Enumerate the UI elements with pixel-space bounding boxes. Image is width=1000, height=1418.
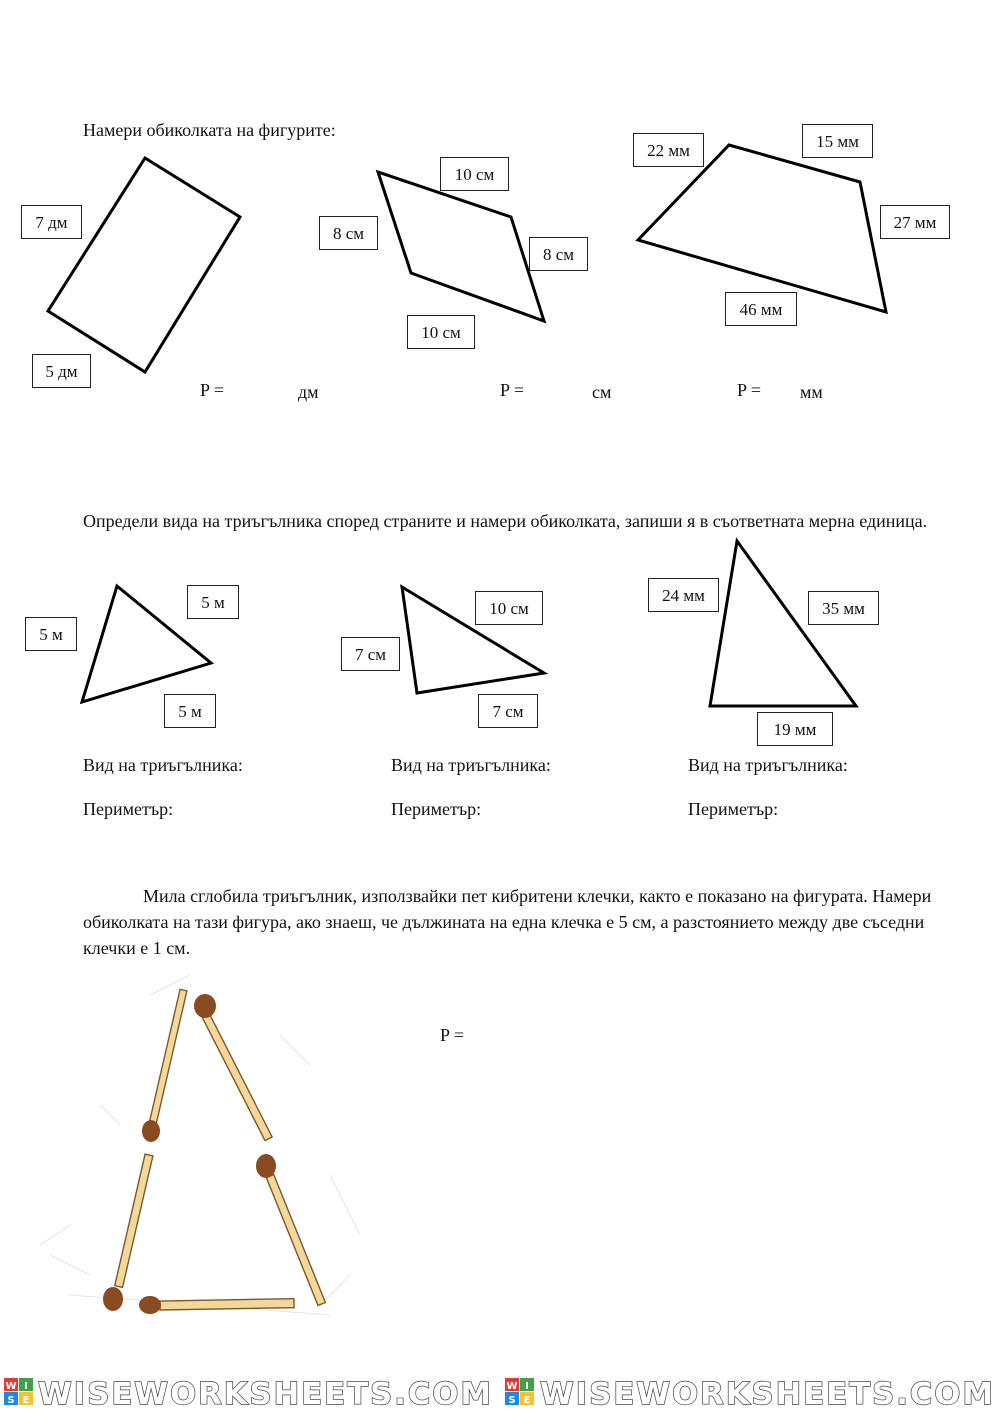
triangle-side-label: 19 мм [757,712,833,746]
brand-logo-icon [505,1378,534,1406]
matchstick-answer-prefix: P = [440,1025,464,1045]
matchstick [115,1154,153,1287]
matchstick-head [103,1287,123,1311]
trapezoid-side-label: 27 мм [880,205,950,239]
answer-input[interactable] [233,377,293,401]
triangle-perimeter-label: Периметър: [688,799,779,819]
svg-text:E: E [523,1395,531,1406]
triangle-side-label: 5 м [164,694,216,728]
answer-unit: см [592,382,612,402]
rectangle-side-label: 7 дм [21,205,82,239]
svg-text:S: S [7,1395,15,1406]
matchstick [266,1175,325,1306]
answer-unit: дм [298,382,319,402]
triangle-side-label: 7 см [341,637,400,671]
matchstick-head [139,1296,161,1314]
footer-brand-bar [0,1372,1000,1413]
matchstick-triangle-figure [30,975,370,1335]
matchstick-head [256,1154,276,1178]
section1-instruction: Намери обиколката на фигурите: [83,120,336,140]
svg-text:I: I [525,1381,529,1392]
triangle-perimeter-label: Периметър: [391,799,482,819]
svg-text:S: S [508,1395,516,1406]
trapezoid-side-label: 46 мм [725,292,797,326]
parallelogram-side-label: 8 см [319,216,378,250]
triangle-perimeter-label: Периметър: [83,799,174,819]
rectangle-side-label: 5 дм [32,354,91,388]
triangle-kind-label: Вид на триъгълника: [83,755,243,775]
triangle-side-label: 35 мм [808,591,879,625]
answer-input[interactable] [533,377,588,401]
trapezoid-shape [638,145,886,312]
svg-text:W: W [5,1381,17,1392]
triangle-side-label: 10 см [475,591,543,625]
triangle-side-label: 7 см [478,694,538,728]
parallelogram-side-label: 8 см [529,237,588,271]
answer-unit: мм [800,382,823,402]
parallelogram-shape [378,172,544,321]
figure-background-texture [40,975,360,1315]
triangle-kind-label: Вид на триъгълника: [391,755,551,775]
matchstick [160,1299,294,1310]
triangle-side-label: 5 м [25,617,77,651]
triangle-kind-label: Вид на триъгълника: [688,755,848,775]
answer-input[interactable] [770,377,798,401]
matchstick-problem-text: Мила сглобила триъгълник, използвайки пет кибритени клечки, както е показано на фигурата. Намери обиколката на тази фигура, ако знаеш, че дължината на една клечка е 5 см, а разстоянието между две съседни клечки е 1 см. [83,886,932,958]
trapezoid-side-label: 15 мм [802,124,873,158]
matchstick-head [142,1120,160,1142]
svg-text:I: I [24,1381,28,1392]
svg-text:E: E [22,1395,30,1406]
answer-prefix: P = [737,380,761,400]
triangle-side-label: 24 мм [648,578,719,612]
matchstick [149,989,187,1125]
rectangle-shape [48,158,240,372]
answer-prefix: P = [200,380,224,400]
trapezoid-side-label: 22 мм [633,133,704,167]
parallelogram-side-label: 10 см [407,315,475,349]
svg-text:W: W [506,1381,518,1392]
answer-prefix: P = [500,380,524,400]
matchstick [201,1012,272,1140]
brand-logo-icon [4,1378,33,1406]
footer-logo-strip [0,1372,1000,1413]
matchstick-head [194,994,216,1018]
brand-name: WISEWORKSHEETS.COM [540,1377,995,1412]
matchstick-answer-input[interactable] [475,1022,675,1046]
section2-instruction: Определи вида на триъгълника според страните и намери обиколката, запиши я в съответната мерна единица. [83,511,928,531]
parallelogram-side-label: 10 см [440,157,509,191]
triangle-side-label: 5 м [187,585,239,619]
brand-name: WISEWORKSHEETS.COM [38,1377,493,1412]
